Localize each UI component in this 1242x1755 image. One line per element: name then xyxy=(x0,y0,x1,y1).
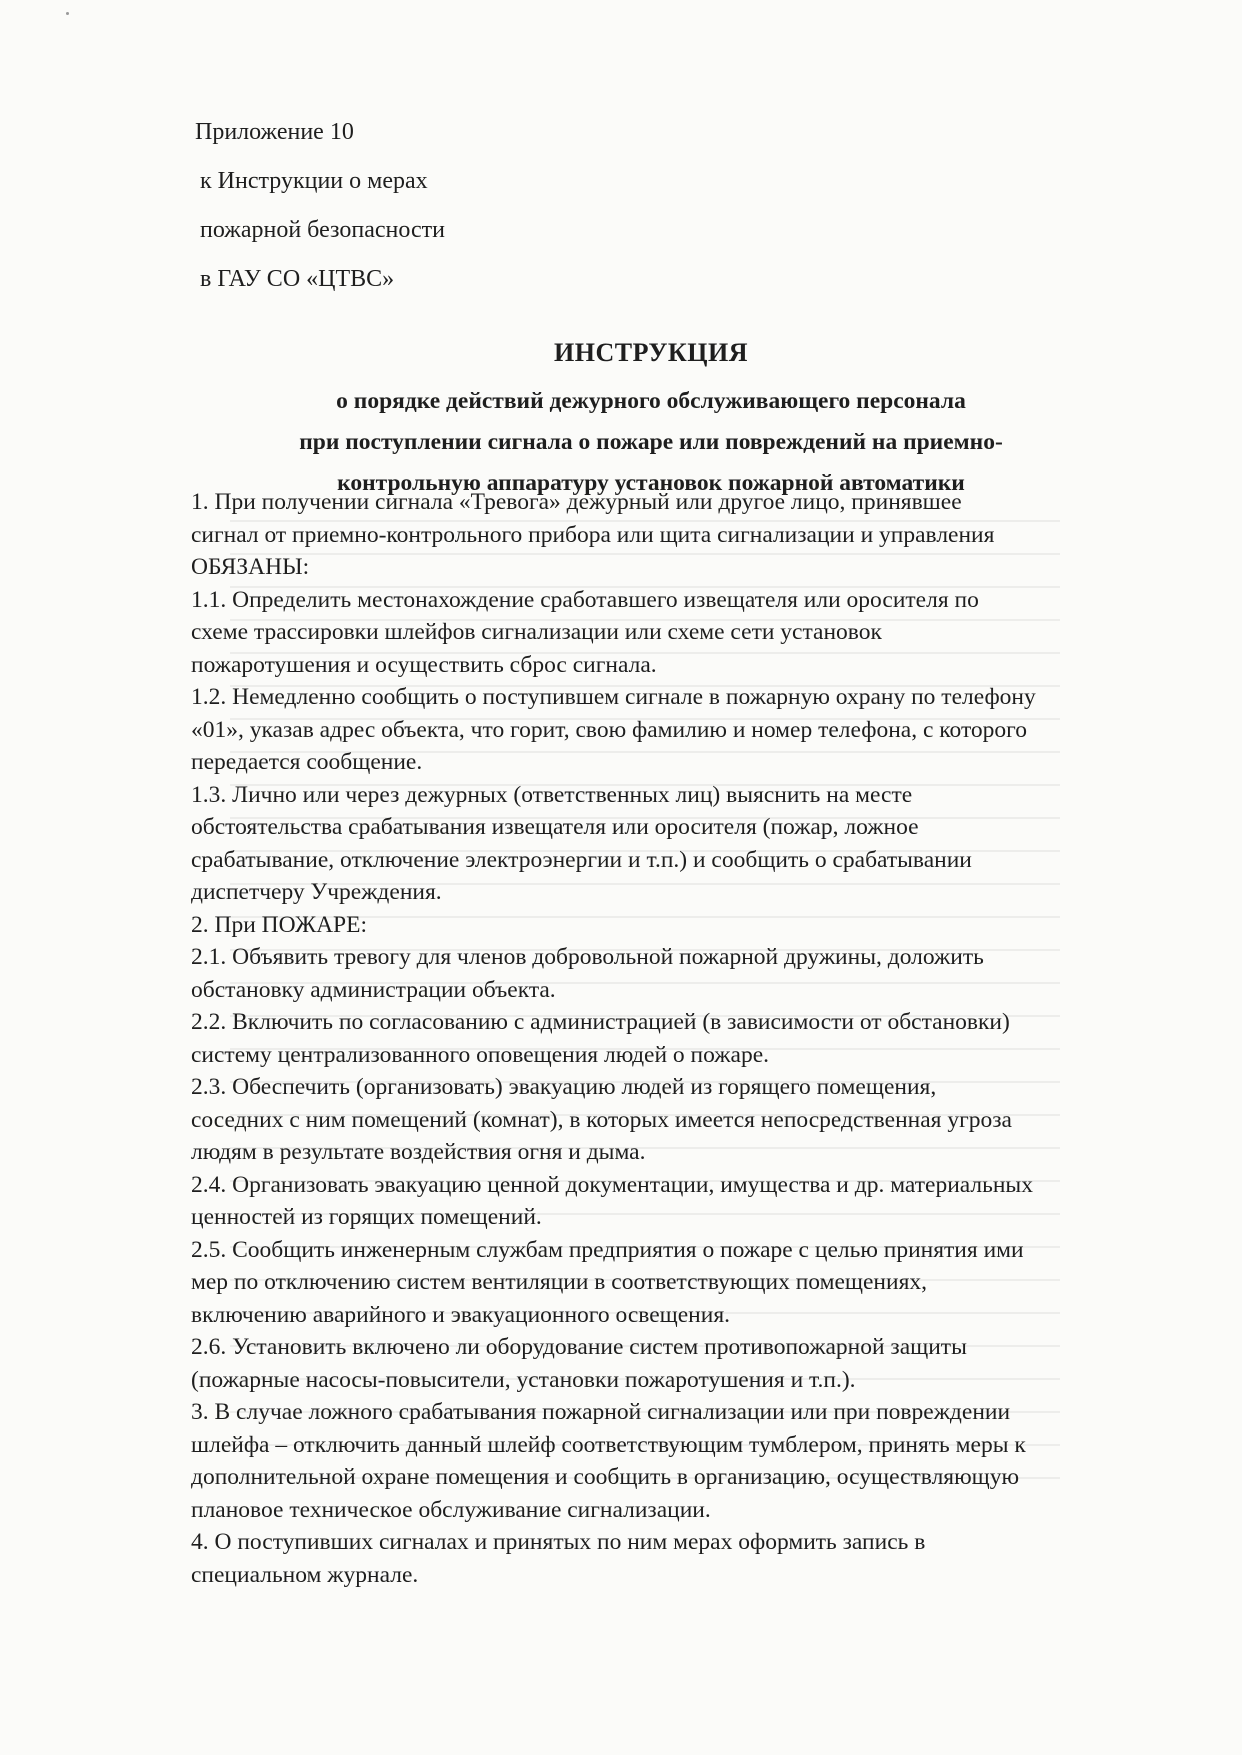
paragraph-line: 1.2. Немедленно сообщить о поступившем сигнале в пожарную охрану по телефону xyxy=(191,684,1036,710)
instruction-paragraph xyxy=(191,909,1181,942)
paragraph-line: схеме трассировки шлейфов сигнализации или схеме сети установок xyxy=(191,619,882,645)
instruction-paragraph xyxy=(191,779,1181,909)
instruction-paragraph xyxy=(191,1331,1181,1396)
instruction-body xyxy=(191,486,1181,1591)
paragraph-line: плановое техническое обслуживание сигнализации. xyxy=(191,1496,711,1523)
paragraph-line: мер по отключению систем вентиляции в соответствующих помещениях, xyxy=(191,1269,928,1295)
instruction-paragraph xyxy=(191,1169,1181,1234)
instruction-paragraph xyxy=(191,1234,1181,1332)
paragraph-line: 2.3. Обеспечить (организовать) эвакуацию людей из горящего помещения, xyxy=(191,1074,937,1100)
paragraph-line: 3. В случае ложного срабатывания пожарной сигнализации или при повреждении xyxy=(191,1399,1011,1425)
paragraph-line: передается сообщение. xyxy=(191,749,423,775)
paragraph-line: людям в результате воздействия огня и дыма. xyxy=(191,1139,646,1165)
paragraph-line: (пожарные насосы-повысители, установки пожаротушения и т.п.). xyxy=(191,1366,856,1393)
instruction-paragraph xyxy=(191,1396,1181,1526)
paragraph-line: 2.4. Организовать эвакуацию ценной документации, имущества и др. материальных xyxy=(191,1171,1033,1198)
paragraph-line: обстановку администрации объекта. xyxy=(191,976,556,1003)
annex-line: в ГАУ СО «ЦТВС» xyxy=(200,266,395,292)
subtitle-line: контрольную аппаратуру установок пожарной автоматики xyxy=(337,470,965,496)
paragraph-line: шлейфа – отключить данный шлейф соответствующим тумблером, принять меры к xyxy=(191,1431,1026,1458)
paragraph-line: ценностей из горящих помещений. xyxy=(191,1204,542,1230)
annex-line: к Инструкции о мерах xyxy=(200,168,428,194)
instruction-paragraph xyxy=(191,1071,1181,1169)
paragraph-line: 2.5. Сообщить инженерным службам предприятия о пожаре с целью принятия ими xyxy=(191,1236,1024,1263)
annex-line: пожарной безопасности xyxy=(200,217,445,243)
paragraph-line: «01», указав адрес объекта, что горит, свою фамилию и номер телефона, с которого xyxy=(191,716,1027,743)
paragraph-line: 2.6. Установить включено ли оборудование систем противопожарной защиты xyxy=(191,1334,967,1360)
annex-reference xyxy=(195,108,445,304)
paragraph-line: срабатывание, отключение электроэнергии и т.п.) и сообщить о срабатывании xyxy=(191,846,972,873)
instruction-paragraph xyxy=(191,941,1181,1006)
paragraph-line: пожаротушения и осуществить сброс сигнала. xyxy=(191,651,657,678)
subtitle-line: о порядке действий дежурного обслуживающего персонала xyxy=(336,388,966,414)
paragraph-line: специальном журнале. xyxy=(191,1561,419,1588)
paragraph-line: 1.3. Лично или через дежурных (ответственных лиц) выяснить на месте xyxy=(191,781,913,808)
paragraph-line: 1. При получении сигнала «Тревога» дежурный или другое лицо, принявшее xyxy=(191,489,962,515)
paragraph-line: обстоятельства срабатывания извещателя или оросителя (пожар, ложное xyxy=(191,814,919,840)
paragraph-line: включению аварийного и эвакуационного освещения. xyxy=(191,1301,730,1328)
instruction-paragraph xyxy=(191,1526,1181,1591)
scan-dust-mark xyxy=(66,12,69,15)
document-title: ИНСТРУКЦИЯ xyxy=(554,338,748,367)
instruction-paragraph xyxy=(191,681,1181,779)
paragraph-line: диспетчеру Учреждения. xyxy=(191,879,442,905)
paragraph-line: систему централизованного оповещения людей о пожаре. xyxy=(191,1041,769,1068)
paragraph-line: соседних с ним помещений (комнат), в которых имеется непосредственная угроза xyxy=(191,1106,1012,1133)
subtitle-line: при поступлении сигнала о пожаре или повреждений на приемно- xyxy=(299,429,1003,455)
paragraph-line: дополнительной охране помещения и сообщить в организацию, осуществляющую xyxy=(191,1464,1020,1490)
paragraph-line: 2. При ПОЖАРЕ: xyxy=(191,911,368,938)
paragraph-line: 2.1. Объявить тревогу для членов добровольной пожарной дружины, доложить xyxy=(191,944,984,970)
paragraph-line: ОБЯЗАНЫ: xyxy=(191,554,310,580)
annex-line: Приложение 10 xyxy=(195,119,354,145)
paragraph-line: 2.2. Включить по согласованию с администрацией (в зависимости от обстановки) xyxy=(191,1009,1010,1035)
paragraph-line: 1.1. Определить местонахождение сработавшего извещателя или оросителя по xyxy=(191,586,979,613)
paragraph-line: сигнал от приемно-контрольного прибора или щита сигнализации и управления xyxy=(191,521,995,548)
instruction-paragraph xyxy=(191,486,1181,584)
instruction-paragraph xyxy=(191,584,1181,682)
instruction-paragraph xyxy=(191,1006,1181,1071)
paragraph-line: 4. О поступивших сигналах и принятых по ним мерах оформить запись в xyxy=(191,1529,926,1555)
